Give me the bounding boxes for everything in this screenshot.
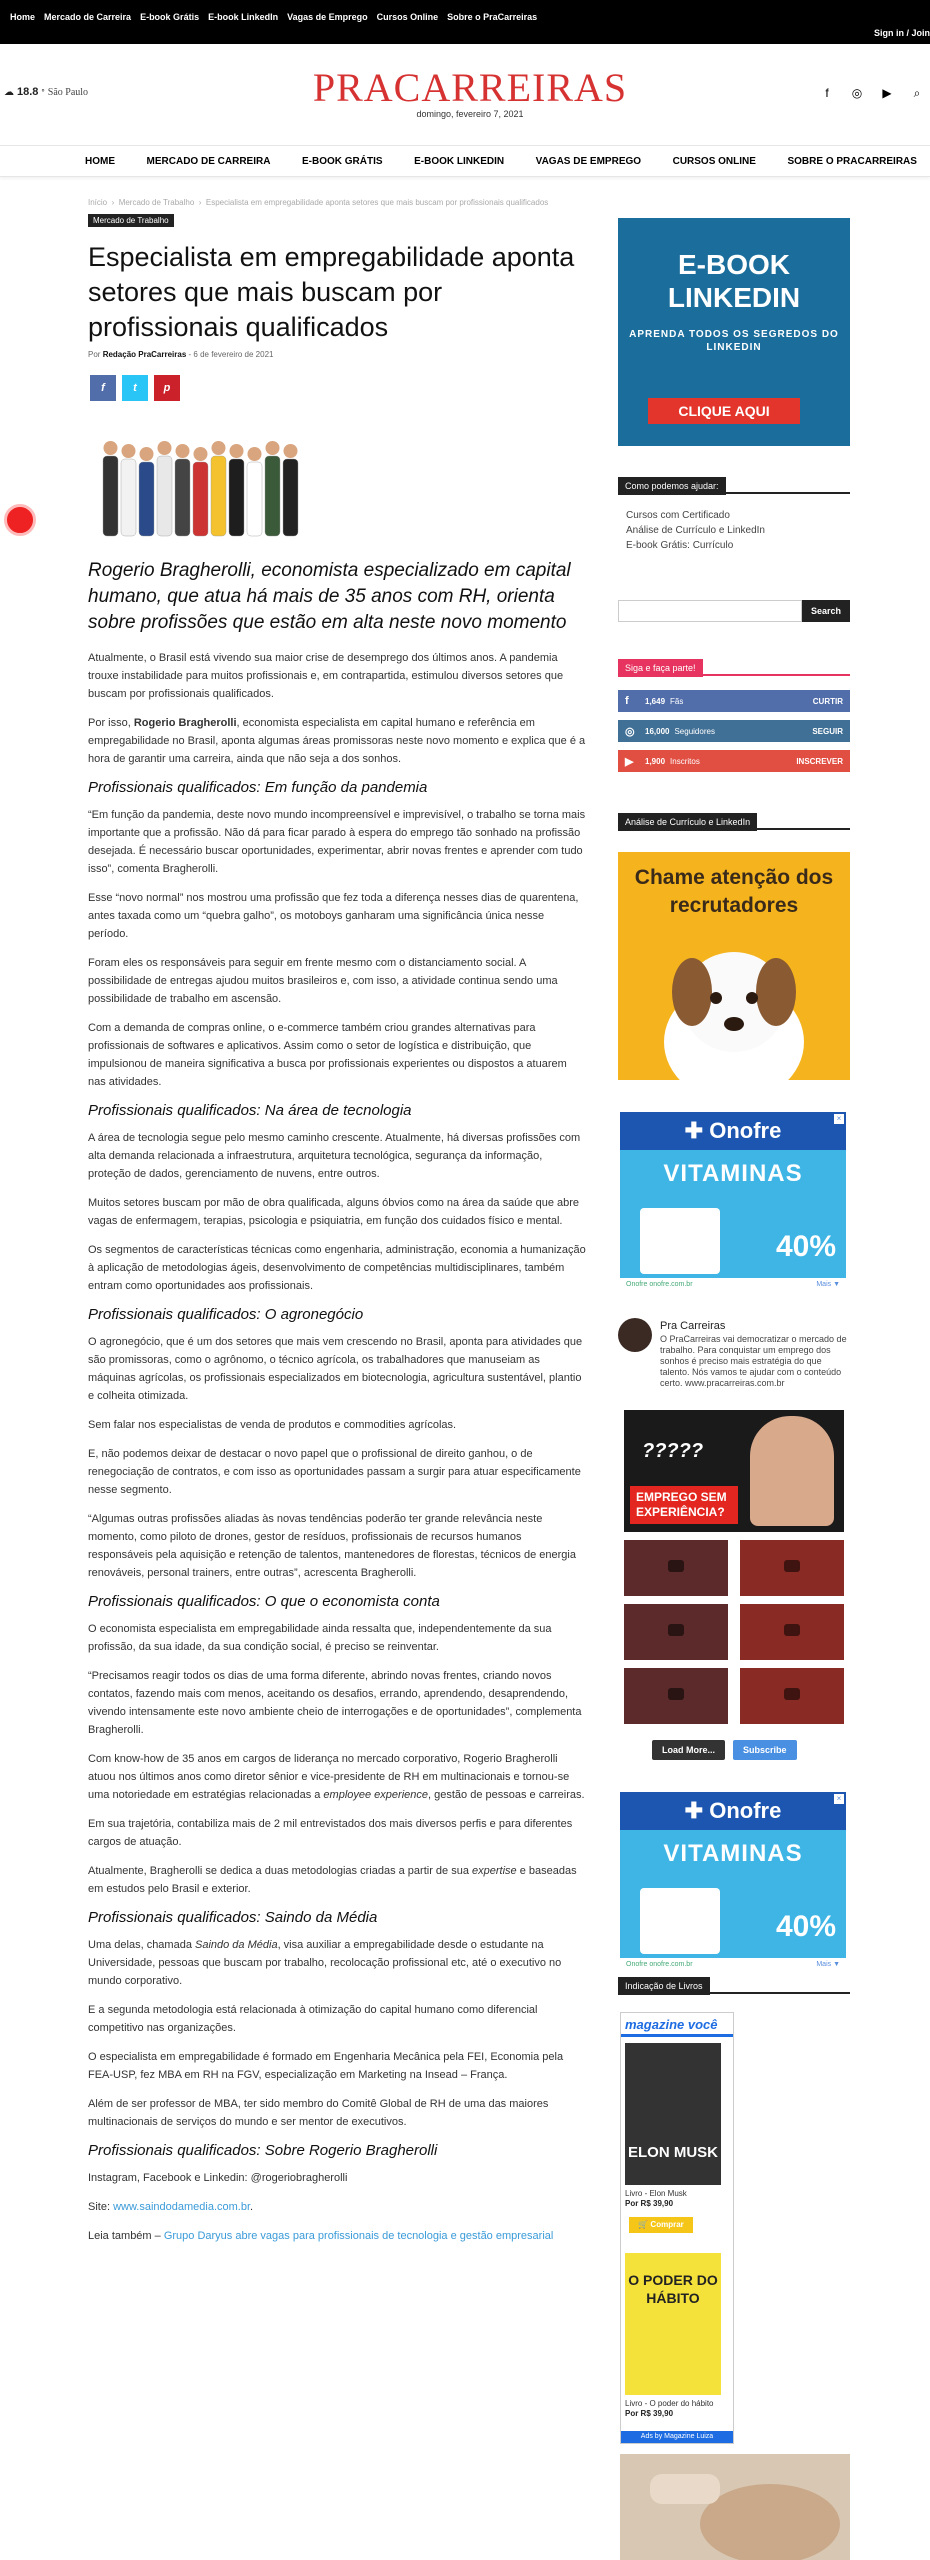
- paragraph: Esse “novo normal” nos mostrou uma profissão que fez toda a diferença nesses dias de quarentena, antes taxada como um “quebra galho”, os motoboys ganharam uma significância única nesse período.: [88, 892, 579, 940]
- paragraph: O economista especialista em empregabilidade ainda ressalta que, independentemente da sua profissão, da sua idade, da sua condição social, é preciso se reinventar.: [88, 1623, 552, 1653]
- book-info: [625, 2189, 687, 2209]
- paragraph: [88, 714, 586, 768]
- search-form: [618, 600, 850, 622]
- share-buttons: [90, 375, 180, 401]
- text: , economista especialista em capital humano e referência em empregabilidade no Brasil, aponta algumas áreas promissoras neste novo momento e explica que é a hora de garantir uma carreira, ainda que não seja a dos sonhos.: [88, 717, 586, 765]
- subscribe-button[interactable]: Subscribe: [733, 1740, 797, 1760]
- person-head: [122, 444, 136, 458]
- nav-cursos[interactable]: CURSOS ONLINE: [672, 156, 756, 167]
- cloud-icon: ☁: [4, 86, 14, 98]
- paragraph: O especialista em empregabilidade é formado em Engenharia Mecânica pela FEI, Economia pela FEA-USP, fez MBA em RH na FGV, especialização em Marketing na Insead – França.: [88, 2051, 564, 2081]
- sign-in-link[interactable]: Sign in / Join: [874, 28, 930, 38]
- byline-by: Por: [88, 350, 101, 359]
- person-figure: [103, 456, 118, 536]
- recruiter-banner[interactable]: [618, 852, 850, 1080]
- paragraph: [88, 1862, 586, 1898]
- breadcrumb-home[interactable]: Início: [88, 198, 108, 207]
- weather-city: São Paulo: [47, 86, 89, 98]
- book-cover[interactable]: [625, 2043, 721, 2185]
- book-cover-title: ELON MUSK: [628, 2144, 718, 2161]
- text: e baseadas em estudos pelo Brasil e exterior.: [88, 1865, 577, 1895]
- text: .: [250, 2201, 254, 2213]
- paragraph: O agronegócio, que é um dos setores que mais vem crescendo no Brasil, aponta para atividades que são promissoras, como o agrônomo, o técnico agrícola, os trabalhadores que manuseiam as máquinas agrícolas, os profissionais especializados em biotecnologia, agricultura sustentável, plantio e colheita otimizada.: [88, 1336, 583, 1402]
- video-thumbnail[interactable]: [624, 1668, 728, 1724]
- paragraph: Além de ser professor de MBA, ter sido membro do Comitê Global de RH de uma das maiores multinacionais de serviços do mundo e ser mentor de executivos.: [88, 2098, 549, 2128]
- person-figure: [229, 459, 244, 536]
- paragraph: Sem falar nos especialistas de venda de produtos e commodities agrícolas.: [88, 1419, 457, 1431]
- author-bio: O PraCarreiras vai democratizar o mercado de trabalho. Para conquistar um emprego dos sonhos é preciso mais estratégia do que talento. Nós vamos te ajudar com o conteúdo certo. www.pracarreiras.com.br: [660, 1334, 847, 1388]
- book-price: Por R$ 39,90: [625, 2409, 674, 2418]
- instagram-follow-row[interactable]: [618, 720, 850, 742]
- top-link-mercado[interactable]: Mercado de Carreira: [44, 12, 132, 22]
- paragraph: Foram eles os responsáveis para seguir em frente mesmo com o distanciamento social. A possibilidade de entregas ajudou muitos brasileiros e, com isso, a atividade continua sendo uma possibilidade de trabalho em ascensão.: [88, 957, 558, 1005]
- help-widget: [618, 476, 850, 553]
- category-badge[interactable]: Mercado de Trabalho: [88, 214, 174, 227]
- widget-title: [618, 812, 850, 830]
- ad-close-icon[interactable]: ×: [834, 1794, 844, 1804]
- paragraph: “Em função da pandemia, deste novo mundo incompreensível e imprevisível, o trabalho se torna mais importante que a profissão. Não dá para ficar parado à espera do emprego tão sonhado na profissão desejada. É necessário buscar oportunidades, experimentar, abrir novas frentes e aprender com tudo isso”, comenta Bragherolli.: [88, 809, 586, 875]
- video-thumbnail[interactable]: [740, 1668, 844, 1724]
- person-head: [230, 444, 244, 458]
- text: Site:: [88, 2201, 114, 2213]
- load-more-button[interactable]: Load More...: [652, 1740, 725, 1760]
- ad-headline: VITAMINAS: [663, 1160, 803, 1187]
- top-link-home[interactable]: Home: [10, 12, 36, 22]
- youtube-buttons: [652, 1740, 797, 1760]
- person-head: [194, 447, 208, 461]
- person-head: [158, 441, 172, 455]
- ad-source: Onofre onofre.com.br: [626, 1281, 693, 1288]
- paragraph: E a segunda metodologia está relacionada à otimização do capital humano como diferencial competitivo nas organizações.: [88, 2004, 538, 2034]
- header-date: domingo, fevereiro 7, 2021: [416, 109, 524, 119]
- weather-temp: 18.8: [17, 86, 39, 98]
- nav-vagas[interactable]: VAGAS DE EMPREGO: [535, 156, 642, 167]
- person-head: [266, 441, 280, 455]
- ebook-title: E-BOOK LINKEDIN: [667, 249, 801, 313]
- top-link-ebook-gratis[interactable]: E-book Grátis: [140, 12, 200, 22]
- search-input[interactable]: [618, 600, 802, 622]
- ad-close-icon[interactable]: ×: [834, 1114, 844, 1124]
- text: Com know-how de 35 anos em cargos de liderança no mercado corporativo, Rogerio Bragherolli atuou nos últimos anos como diretor sênior e vice-presidente de RH em multinacionais e tornou-se uma notoriedade em estratégias relacionadas a: [88, 1753, 570, 1801]
- header-social: [820, 86, 924, 101]
- byline-date: 6 de fevereiro de 2021: [193, 350, 274, 359]
- paragraph: A área de tecnologia segue pelo mesmo caminho crescente. Atualmente, há diversas profissões com alta demanda relacionada a infraestrutura, arquitetura tecnológica, segurança da informação, proteção de dados, gerenciamento de nuvens, entre outros.: [88, 1132, 581, 1180]
- ad-headline: VITAMINAS: [663, 1840, 803, 1867]
- widget-title: [618, 476, 850, 494]
- site-logo[interactable]: PRACARREIRAS: [312, 65, 628, 110]
- twitter-share-button[interactable]: [122, 375, 148, 401]
- paragraph: [88, 1936, 586, 1990]
- nav-ebook-gratis[interactable]: E-BOOK GRÁTIS: [302, 156, 383, 167]
- person-head: [176, 444, 190, 458]
- weather-widget: [4, 86, 88, 98]
- ebook-linkedin-banner[interactable]: [618, 218, 850, 446]
- ad-more-button[interactable]: Mais ▼: [816, 1281, 840, 1288]
- paragraph: Muitos setores buscam por mão de obra qualificada, alguns óbvios como na área da saúde que abre vagas de enfermagem, terapias, psicologia e psiquiatria, em função dos cuidados físico e mental.: [88, 1197, 580, 1227]
- breadcrumb: Início › Mercado de Trabalho › Especialista em empregabilidade aponta setores que mais buscam por profissionais qualificados: [88, 198, 549, 207]
- follow-action[interactable]: INSCREVER: [796, 756, 843, 766]
- pinterest-share-button[interactable]: [154, 375, 180, 401]
- help-item[interactable]: E-book Grátis: Currículo: [626, 540, 734, 551]
- widget-title-text: Siga e faça parte!: [618, 659, 703, 677]
- nav-mercado[interactable]: MERCADO DE CARREIRA: [146, 156, 271, 167]
- person-figure: [283, 459, 298, 536]
- person-head: [284, 444, 298, 458]
- follow-label: Inscritos: [670, 756, 700, 766]
- person-figure: [265, 456, 280, 536]
- text-italic: expertise: [472, 1865, 517, 1877]
- magazine-footer: Ads by Magazine Luiza: [621, 2431, 733, 2443]
- person-head: [212, 441, 226, 455]
- ad-discount: 40%: [775, 1910, 836, 1943]
- video-thumbnail[interactable]: [740, 1540, 844, 1596]
- breadcrumb-current: Especialista em empregabilidade aponta setores que mais buscam por profissionais qualificados: [205, 198, 549, 207]
- paragraph: Instagram, Facebook e Linkedin: @rogeriobragherolli: [88, 2172, 348, 2184]
- follow-count: 16,000: [645, 726, 670, 736]
- person-head: [140, 447, 154, 461]
- book-name[interactable]: Livro - Elon Musk: [625, 2189, 687, 2198]
- text-italic: employee experience: [323, 1789, 428, 1801]
- text-italic: Saindo da Média: [195, 1939, 278, 1951]
- person-figure: [193, 462, 208, 536]
- book-cover[interactable]: [625, 2253, 721, 2395]
- dog-image: [618, 852, 850, 1080]
- person-figure: [121, 459, 136, 536]
- section-heading: Profissionais qualificados: O agronegócio: [88, 1306, 364, 1323]
- facebook-icon[interactable]: f: [825, 86, 829, 100]
- person-figure: [211, 456, 226, 536]
- top-link-sobre[interactable]: Sobre o PraCarreiras: [447, 12, 538, 22]
- facebook-share-button[interactable]: [90, 375, 116, 401]
- follow-label: Fãs: [670, 696, 684, 706]
- person-figure: [247, 462, 262, 536]
- person-head: [104, 441, 118, 455]
- follow-label: Seguidores: [674, 726, 715, 736]
- ad-more-button[interactable]: Mais ▼: [816, 1961, 840, 1968]
- text-bold: Rogerio Bragherolli: [133, 717, 237, 729]
- instagram-icon[interactable]: ◎: [851, 86, 863, 100]
- buy-button[interactable]: 🛒 Comprar: [629, 2217, 693, 2233]
- buy-label: Comprar: [650, 2220, 684, 2229]
- thumbnail-text: ?????: [642, 1440, 704, 1462]
- paragraph: “Precisamos reagir todos os dias de uma forma diferente, abrindo novas frentes, criando novos contatos, fazendo mais com menos, aceitando os desafios, errando, aprendendo, desaprendendo, vivendo intensamente este novo ambiente cheio de interrogações e de oportunidades”, complementa Bragherolli.: [88, 1670, 582, 1736]
- widget-title: [618, 1976, 850, 1994]
- ad-footer: [620, 1958, 846, 1972]
- youtube-gallery: [624, 1410, 844, 1724]
- paragraph: E, não podemos deixar de destacar o novo papel que o profissional de direito ganhou, o de renegociação de contratos, e com isso as oportunidades passam a surgir para atuar especificamente nesse segmento.: [88, 1448, 581, 1496]
- analise-widget: [618, 812, 850, 844]
- weather-unit: °: [41, 87, 45, 97]
- top-link-vagas[interactable]: Vagas de Emprego: [287, 12, 368, 22]
- book-price: Por R$ 39,90: [625, 2199, 674, 2208]
- text: Uma delas, chamada: [88, 1939, 195, 1951]
- widget-title-text: Indicação de Livros: [618, 1977, 710, 1995]
- section-heading: Profissionais qualificados: Em função da pandemia: [88, 779, 428, 796]
- article-body: [88, 558, 586, 2256]
- section-heading: Profissionais qualificados: Sobre Rogerio Bragherolli: [88, 2142, 438, 2159]
- article-lead: Rogerio Bragherolli, economista especializado em capital humano, que atua há mais de 35 anos com RH, orienta sobre profissões que estão em alta neste novo momento: [88, 560, 571, 633]
- widget-title-text: Como podemos ajudar:: [618, 477, 726, 495]
- paragraph: Os segmentos de características técnicas como engenharia, administração, economia a humanização à aplicação de metodologias ágeis, desenvolvimento de competências multidisciplinares, também entram como oportunidades aos profissionais.: [88, 1244, 586, 1292]
- help-item[interactable]: Cursos com Certificado: [626, 510, 730, 521]
- recruiter-banner-text: Chame atenção dos recrutadores: [634, 866, 834, 917]
- byline-author[interactable]: Redação PraCarreiras: [102, 350, 187, 359]
- page-title: Especialista em empregabilidade aponta setores que mais buscam por profissionais qualificados: [88, 242, 575, 342]
- instagram-icon: ◎: [625, 725, 635, 738]
- ad-product-image: [640, 1208, 720, 1274]
- video-thumbnail[interactable]: [740, 1604, 844, 1660]
- read-also-link[interactable]: Grupo Daryus abre vagas para profissionais de tecnologia e gestão empresarial: [163, 2230, 554, 2242]
- thumbnail-person: [750, 1416, 834, 1526]
- pinterest-icon: p: [163, 382, 171, 394]
- breadcrumb-category[interactable]: Mercado de Trabalho: [118, 198, 195, 207]
- text: Atualmente, Bragherolli se dedica a duas metodologias criadas a partir de sua: [88, 1865, 473, 1877]
- follow-action[interactable]: SEGUIR: [812, 726, 843, 736]
- ad-footer: [620, 1278, 846, 1292]
- follow-action[interactable]: CURTIR: [812, 696, 843, 706]
- ebook-cta-button[interactable]: CLIQUE AQUI: [648, 398, 800, 424]
- thumbnail-caption: EMPREGO SEM EXPERIÊNCIA?: [630, 1486, 738, 1524]
- text: , visa auxiliar a empregabilidade desde o estudante na Universidade, pessoas que buscam por trabalho, recolocação profissional etc, até o executivo no mundo corporativo.: [88, 1939, 562, 1987]
- paragraph: “Algumas outras profissões aliadas às novas tendências poderão ter grande relevância neste momento, como piloto de drones, gestor de resíduos, profissionais de recursos humanos responsáveis pela aquisição e retenção de talentos, mantenedores de florestas, técnicos de energia renováveis, personal trainers, entre outras”, acrescenta Bragherolli.: [88, 1513, 576, 1579]
- twitter-icon: t: [133, 382, 137, 394]
- byline: Por Redação PraCarreiras - 6 de fevereiro de 2021: [88, 350, 274, 359]
- notification-bell-icon[interactable]: [4, 504, 36, 536]
- book-info: [625, 2399, 714, 2419]
- nav-home[interactable]: HOME: [85, 156, 115, 167]
- top-link-ebook-linkedin[interactable]: E-book LinkedIn: [208, 12, 279, 22]
- widget-title-text: Análise de Currículo e LinkedIn: [618, 813, 757, 831]
- video-thumbnail[interactable]: [624, 1604, 728, 1660]
- widget-title: [618, 658, 850, 676]
- youtube-icon[interactable]: ▶: [882, 86, 892, 100]
- facebook-icon: f: [101, 382, 105, 394]
- advertisement[interactable]: [620, 1112, 846, 1292]
- section-heading: Profissionais qualificados: O que o economista conta: [88, 1593, 440, 1610]
- ad-discount: 40%: [775, 1230, 836, 1263]
- follow-count: 1,900: [645, 756, 666, 766]
- youtube-icon: ▶: [625, 755, 634, 768]
- paragraph: Com a demanda de compras online, o e-commerce também criou grandes alternativas para profissionais de softwares e aplicativos. Assim como o setor de logística e distribuição, que impulsionou de maneira significativa a busca por profissionais experientes ou dispostos a atuarem nas atividades.: [88, 1022, 567, 1088]
- video-thumbnail[interactable]: [624, 1540, 728, 1596]
- magazine-ad[interactable]: [620, 2012, 734, 2444]
- ad-brand: ✚ Onofre: [620, 1792, 846, 1830]
- youtube-follow-row[interactable]: [618, 750, 850, 772]
- paragraph: Atualmente, o Brasil está vivendo sua maior crise de desemprego dos últimos anos. A pandemia trouxe instabilidade para muitos profissionais e, em contrapartida, estimulou diversos setores que buscam por profissionais qualificados.: [88, 652, 564, 700]
- author-name[interactable]: Pra Carreiras: [660, 1320, 726, 1332]
- section-heading: Profissionais qualificados: Saindo da Média: [88, 1909, 378, 1926]
- top-link-cursos[interactable]: Cursos Online: [376, 12, 439, 22]
- top-bar: [0, 0, 930, 44]
- search-icon[interactable]: ⌕: [913, 86, 921, 100]
- nav-sobre[interactable]: SOBRE O PRACARREIRAS: [787, 156, 917, 167]
- follow-count: 1,649: [645, 696, 666, 706]
- video-thumbnail[interactable]: [624, 1410, 844, 1532]
- facebook-icon: f: [625, 695, 629, 707]
- paragraph: Em sua trajetória, contabiliza mais de 2 mil entrevistados dos mais diversos perfis e para diferentes cargos de atuação.: [88, 1818, 573, 1848]
- avatar[interactable]: [618, 1318, 652, 1352]
- paragraph: [88, 2227, 586, 2245]
- ebook-subtitle: APRENDA TODOS OS SEGREDOS DO LINKEDIN: [629, 329, 839, 353]
- nav-ebook-linkedin[interactable]: E-BOOK LINKEDIN: [414, 156, 505, 167]
- person-head: [248, 447, 262, 461]
- text: Leia também –: [88, 2230, 164, 2242]
- top-links: [10, 12, 537, 22]
- ad-brand: ✚ Onofre: [620, 1112, 846, 1150]
- search-button[interactable]: Search: [802, 600, 850, 622]
- text: Por isso,: [88, 717, 134, 729]
- ad-product-image: [640, 1888, 720, 1954]
- person-figure: [139, 462, 154, 536]
- ad-source: Onofre onofre.com.br: [626, 1961, 693, 1968]
- hand-image: [620, 2454, 850, 2560]
- main-nav: [0, 145, 930, 177]
- books-widget: [618, 1976, 850, 2008]
- text: , gestão de pessoas e carreiras.: [428, 1789, 585, 1801]
- person-figure: [157, 456, 172, 536]
- paragraph: [88, 2198, 586, 2216]
- section-heading: Profissionais qualificados: Na área de tecnologia: [88, 1102, 412, 1119]
- professionals-image: [95, 430, 305, 540]
- site-link[interactable]: www.saindodamedia.com.br: [113, 2201, 251, 2213]
- follow-widget: [618, 658, 850, 780]
- advertisement[interactable]: [620, 1792, 846, 1972]
- magazine-brand: magazine você: [621, 2013, 733, 2037]
- help-item[interactable]: Análise de Currículo e LinkedIn: [626, 525, 765, 536]
- paragraph: [88, 1750, 586, 1804]
- book-cover-title: O PODER DO HÁBITO: [628, 2272, 718, 2306]
- ad-image[interactable]: [620, 2454, 850, 2560]
- facebook-follow-row[interactable]: [618, 690, 850, 712]
- person-figure: [175, 459, 190, 536]
- book-name[interactable]: Livro - O poder do hábito: [625, 2399, 714, 2408]
